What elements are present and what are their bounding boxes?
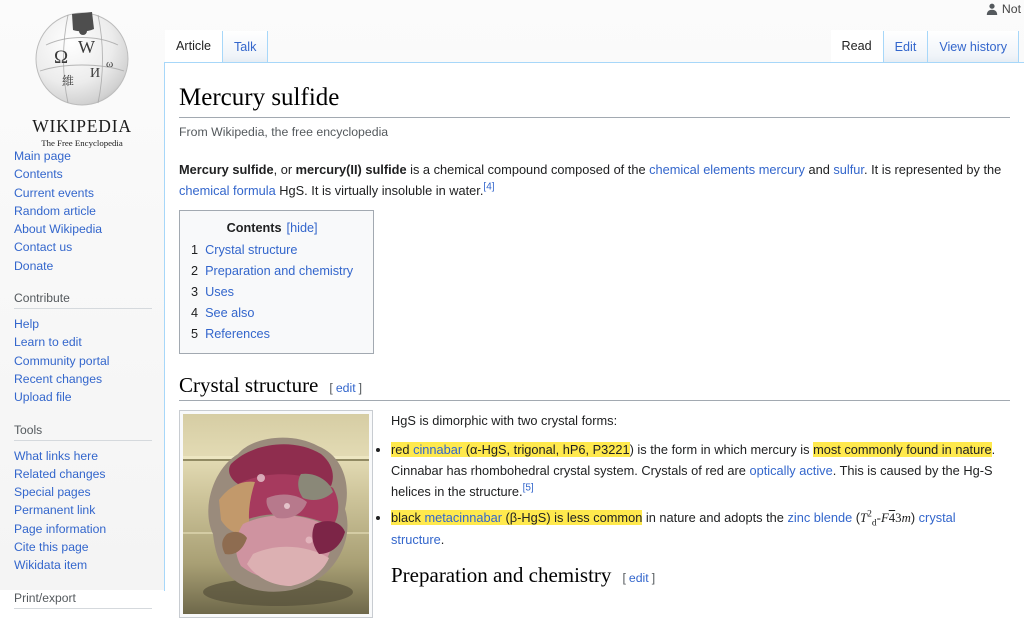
sidebar-item-cite-this-page[interactable]: Cite this page xyxy=(14,540,89,555)
link-optically-active[interactable]: optically active xyxy=(749,463,833,478)
highlight-most-commonly: most commonly found in nature xyxy=(813,442,992,457)
toc-link-preparation-and-chemistry[interactable]: Preparation and chemistry xyxy=(205,264,354,278)
ref-4-link[interactable]: [4] xyxy=(483,181,495,193)
print-export-header[interactable]: Print/export xyxy=(14,591,152,609)
cinnabar-image-thumbnail[interactable] xyxy=(179,410,373,618)
link-cinnabar[interactable]: cinnabar xyxy=(413,442,463,457)
lead-paragraph: Mercury sulfide, or mercury(II) sulfide is a chemical compound composed of the chemical elements mercury and sulfur. It is represented by the chemical formula HgS. It is virtually insoluble in water.[4] xyxy=(179,162,1002,198)
content-panel xyxy=(164,62,1024,591)
user-icon xyxy=(986,3,998,15)
page-title: Mercury sulfide xyxy=(179,83,1010,118)
page-tabs-left xyxy=(165,31,268,62)
toc-item: 3 Uses xyxy=(191,285,234,299)
crystal-structure-section xyxy=(179,410,1010,590)
sidebar-item-upload-file[interactable]: Upload file xyxy=(14,390,72,405)
toc-link-see-also[interactable]: See also xyxy=(205,306,255,320)
contribute-header: Contribute xyxy=(14,291,152,309)
wikipedia-tagline: The Free Encyclopedia xyxy=(41,138,123,148)
toc-item: 4 See also xyxy=(191,306,255,320)
puzzle-globe-icon xyxy=(32,5,132,109)
link-chemical-elements[interactable]: chemical elements xyxy=(649,162,756,177)
tab-article[interactable]: Article xyxy=(165,30,222,62)
toc-item: 1 Crystal structure xyxy=(191,243,298,257)
reference-5 xyxy=(523,483,534,494)
sidebar-item-contact-us[interactable]: Contact us xyxy=(14,240,73,255)
section-heading-preparation-and-chemistry: Preparation and chemistry [ edit ] xyxy=(391,563,656,587)
toc-title: Contents xyxy=(226,221,282,235)
bold-term-alt: mercury(II) sulfide xyxy=(295,162,407,177)
svg-text:ω: ω xyxy=(106,58,114,70)
link-zinc-blende[interactable]: zinc blende xyxy=(787,510,853,525)
toc-link-uses[interactable]: Uses xyxy=(205,285,234,299)
link-crystal-structure[interactable]: crystal structure xyxy=(391,510,956,547)
page-tabs-right xyxy=(831,31,1019,62)
cinnabar-mineral-image xyxy=(183,414,369,614)
dimorphic-intro: HgS is dimorphic with two crystal forms: xyxy=(391,413,618,428)
edit-link[interactable]: edit xyxy=(628,571,649,585)
wikipedia-logo[interactable] xyxy=(14,5,150,148)
sidebar-print-export xyxy=(14,591,154,609)
link-metacinnabar[interactable]: metacinnabar xyxy=(424,510,502,525)
tab-view-history[interactable]: View history xyxy=(928,31,1019,62)
sidebar xyxy=(14,141,154,609)
sidebar-item-special-pages[interactable]: Special pages xyxy=(14,485,91,500)
sidebar-item-related-changes[interactable]: Related changes xyxy=(14,466,106,481)
link-sulfur[interactable]: sulfur xyxy=(833,162,864,177)
toc-hide-toggle[interactable]: [hide] xyxy=(286,221,318,235)
bullet-black-metacinnabar: • black metacinnabar (β-HgS) is less common in nature and adopts the zinc blende $(T^2_d-F43m)$ crystal structure. xyxy=(193,507,1010,550)
wikipedia-wordmark: WIKIPEDIA xyxy=(32,116,132,136)
sidebar-item-donate[interactable]: Donate xyxy=(14,258,54,273)
sidebar-tools xyxy=(14,423,154,575)
toc-item: 2 Preparation and chemistry xyxy=(191,264,354,278)
reference-4 xyxy=(483,182,494,193)
link-mercury[interactable]: mercury xyxy=(758,162,805,177)
tab-edit[interactable]: Edit xyxy=(883,31,929,62)
sidebar-item-contents[interactable]: Contents xyxy=(14,167,63,182)
ref-5-link[interactable]: [5] xyxy=(522,482,534,494)
edit-section: [ edit ] xyxy=(622,571,656,585)
sidebar-item-about-wikipedia[interactable]: About Wikipedia xyxy=(14,222,103,237)
sidebar-item-random-article[interactable]: Random article xyxy=(14,203,96,218)
sidebar-item-help[interactable]: Help xyxy=(14,317,40,332)
svg-text:Ω: Ω xyxy=(54,47,69,68)
toc-item: 5 References xyxy=(191,327,270,341)
sidebar-item-permanent-link[interactable]: Permanent link xyxy=(14,503,96,518)
edit-section: [ edit ] xyxy=(329,381,363,395)
edit-link[interactable]: edit xyxy=(335,381,356,395)
link-chemical-formula[interactable]: chemical formula xyxy=(179,183,276,198)
tab-talk[interactable]: Talk xyxy=(222,31,268,62)
sidebar-item-what-links-here[interactable]: What links here xyxy=(14,448,98,463)
table-of-contents xyxy=(179,210,374,354)
toc-link-crystal-structure[interactable]: Crystal structure xyxy=(205,243,298,257)
sidebar-navigation xyxy=(14,147,154,275)
not-logged-in-label: Not xyxy=(1001,2,1021,16)
bold-term: Mercury sulfide xyxy=(179,162,274,177)
svg-text:維: 維 xyxy=(62,74,75,88)
sidebar-item-wikidata-item[interactable]: Wikidata item xyxy=(14,558,88,573)
svg-text:W: W xyxy=(78,37,95,57)
toc-link-references[interactable]: References xyxy=(205,327,270,341)
section-heading-crystal-structure: Crystal structure [ edit ] xyxy=(179,374,1010,401)
sidebar-item-main-page[interactable]: Main page xyxy=(14,149,71,163)
sidebar-contribute xyxy=(14,291,154,406)
tools-header: Tools xyxy=(14,423,152,441)
space-group-formula: $T^2_d-F43m$ xyxy=(860,509,911,529)
sidebar-item-community-portal[interactable]: Community portal xyxy=(14,353,110,368)
sidebar-item-learn-to-edit[interactable]: Learn to edit xyxy=(14,335,82,350)
site-subtitle: From Wikipedia, the free encyclopedia xyxy=(179,125,389,139)
sidebar-item-page-information[interactable]: Page information xyxy=(14,521,107,536)
tab-read[interactable]: Read xyxy=(831,30,883,62)
bullet-red-cinnabar: • red cinnabar (α-HgS, trigonal, hP6, P3221) is the form in which mercury is most commonly found in nature. Cinnabar has rhombohedral crystal system. Crystals of red are optically active. This is caused by the Hg-S helices in the structure.[5] xyxy=(193,439,1010,502)
svg-text:И: И xyxy=(90,66,101,81)
personal-bar[interactable] xyxy=(986,2,1021,16)
sidebar-item-current-events[interactable]: Current events xyxy=(14,185,94,200)
sidebar-item-recent-changes[interactable]: Recent changes xyxy=(14,371,103,386)
